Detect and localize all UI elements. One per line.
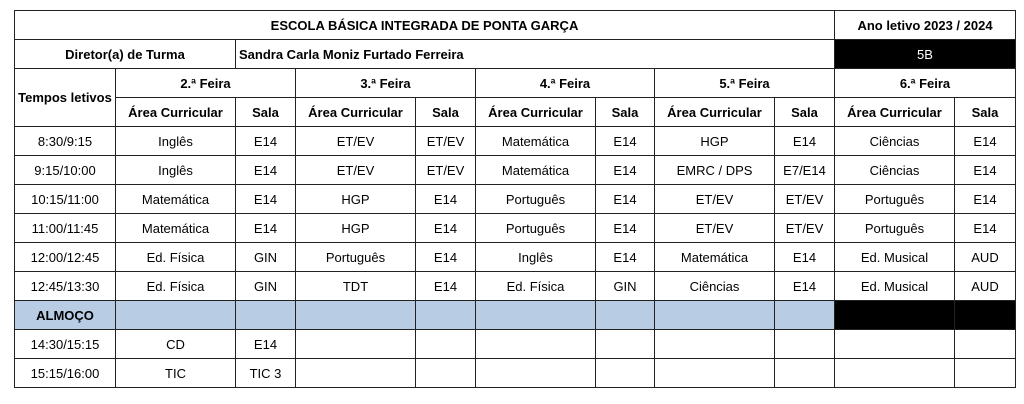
room-cell: E14: [596, 156, 655, 185]
subject-cell: [835, 359, 955, 388]
subject-header: Área Curricular: [655, 98, 775, 127]
room-cell: E14: [775, 127, 835, 156]
room-header: Sala: [416, 98, 476, 127]
timetable-row: [15, 243, 1016, 272]
subject-cell: TIC: [116, 359, 236, 388]
room-cell: [775, 301, 835, 330]
times-header: Tempos letivos: [15, 69, 116, 127]
day-header-thu: 5.ª Feira: [655, 69, 835, 98]
subject-cell: EMRC / DPS: [655, 156, 775, 185]
subject-cell: [655, 359, 775, 388]
room-cell: E14: [236, 214, 296, 243]
room-cell: E14: [236, 330, 296, 359]
subject-header: Área Curricular: [116, 98, 236, 127]
subject-cell: [296, 330, 416, 359]
room-cell: E14: [416, 243, 476, 272]
room-cell: AUD: [955, 243, 1016, 272]
room-cell: [416, 330, 476, 359]
subject-cell: Ed. Física: [116, 243, 236, 272]
subject-cell: Ed. Musical: [835, 272, 955, 301]
subject-cell: Matemática: [476, 156, 596, 185]
room-cell: ET/EV: [416, 127, 476, 156]
subject-cell: Português: [476, 214, 596, 243]
subject-cell: [835, 330, 955, 359]
room-cell: ET/EV: [416, 156, 476, 185]
lunch-row: [15, 301, 1016, 330]
subject-cell: Ciências: [835, 127, 955, 156]
room-cell: [596, 301, 655, 330]
director-label: Diretor(a) de Turma: [15, 40, 236, 69]
room-cell: [955, 330, 1016, 359]
subject-header: Área Curricular: [835, 98, 955, 127]
subject-cell: HGP: [655, 127, 775, 156]
room-cell: ET/EV: [775, 185, 835, 214]
room-cell: [236, 301, 296, 330]
director-name: Sandra Carla Moniz Furtado Ferreira: [236, 40, 835, 69]
subject-cell: [296, 359, 416, 388]
subject-cell: ET/EV: [655, 214, 775, 243]
room-cell: [596, 359, 655, 388]
room-cell: E14: [596, 243, 655, 272]
room-cell: E14: [596, 127, 655, 156]
room-cell: ET/EV: [775, 214, 835, 243]
room-cell: E14: [416, 214, 476, 243]
room-header: Sala: [236, 98, 296, 127]
subject-cell: Português: [296, 243, 416, 272]
room-cell: E14: [775, 243, 835, 272]
subject-cell: HGP: [296, 214, 416, 243]
subject-cell: Ciências: [655, 272, 775, 301]
room-cell: E14: [416, 272, 476, 301]
subject-cell: [476, 330, 596, 359]
timetable-row: [15, 214, 1016, 243]
day-header-tue: 3.ª Feira: [296, 69, 476, 98]
subject-cell: Matemática: [116, 185, 236, 214]
timetable: [14, 10, 1016, 388]
subject-cell: Matemática: [116, 214, 236, 243]
room-cell: E14: [955, 156, 1016, 185]
subject-cell: Inglês: [116, 127, 236, 156]
class-name: 5B: [835, 40, 1016, 69]
timetable-row: [15, 156, 1016, 185]
subject-header: Área Curricular: [476, 98, 596, 127]
room-cell: E7/E14: [775, 156, 835, 185]
room-cell: [955, 301, 1016, 330]
subject-cell: [476, 359, 596, 388]
subject-cell: Ed. Musical: [835, 243, 955, 272]
room-cell: E14: [236, 185, 296, 214]
room-cell: [955, 359, 1016, 388]
room-header: Sala: [955, 98, 1016, 127]
room-cell: AUD: [955, 272, 1016, 301]
timetable-row: [15, 359, 1016, 388]
room-cell: TIC 3: [236, 359, 296, 388]
day-header-wed: 4.ª Feira: [476, 69, 655, 98]
time-slot: 15:15/16:00: [15, 359, 116, 388]
subject-cell: CD: [116, 330, 236, 359]
subject-cell: ET/EV: [296, 156, 416, 185]
room-cell: E14: [596, 214, 655, 243]
room-header: Sala: [596, 98, 655, 127]
subject-cell: ET/EV: [655, 185, 775, 214]
subject-cell: ET/EV: [296, 127, 416, 156]
subject-cell: HGP: [296, 185, 416, 214]
room-cell: GIN: [236, 243, 296, 272]
room-header: Sala: [775, 98, 835, 127]
day-header-fri: 6.ª Feira: [835, 69, 1016, 98]
room-cell: E14: [955, 214, 1016, 243]
day-header-mon: 2.ª Feira: [116, 69, 296, 98]
time-slot: 11:00/11:45: [15, 214, 116, 243]
time-slot: 12:00/12:45: [15, 243, 116, 272]
subject-cell: Ed. Física: [476, 272, 596, 301]
room-cell: E14: [416, 185, 476, 214]
time-slot: 9:15/10:00: [15, 156, 116, 185]
subject-cell: [116, 301, 236, 330]
timetable-row: [15, 127, 1016, 156]
time-slot: 10:15/11:00: [15, 185, 116, 214]
subject-cell: Português: [835, 214, 955, 243]
subject-cell: [296, 301, 416, 330]
subject-header: Área Curricular: [296, 98, 416, 127]
subject-cell: Português: [835, 185, 955, 214]
time-slot: 14:30/15:15: [15, 330, 116, 359]
room-cell: [596, 330, 655, 359]
room-cell: GIN: [236, 272, 296, 301]
subject-cell: Matemática: [655, 243, 775, 272]
subject-cell: [476, 301, 596, 330]
room-cell: E14: [236, 127, 296, 156]
time-slot: 12:45/13:30: [15, 272, 116, 301]
room-cell: E14: [955, 185, 1016, 214]
subject-cell: [655, 301, 775, 330]
time-slot: ALMOÇO: [15, 301, 116, 330]
timetable-row: [15, 330, 1016, 359]
subject-cell: Matemática: [476, 127, 596, 156]
subject-cell: Ed. Física: [116, 272, 236, 301]
room-cell: E14: [596, 185, 655, 214]
room-cell: [416, 359, 476, 388]
room-cell: E14: [236, 156, 296, 185]
subject-cell: [835, 301, 955, 330]
timetable-row: [15, 272, 1016, 301]
room-cell: GIN: [596, 272, 655, 301]
room-cell: [416, 301, 476, 330]
subject-cell: Ciências: [835, 156, 955, 185]
room-cell: [775, 359, 835, 388]
school-name: ESCOLA BÁSICA INTEGRADA DE PONTA GARÇA: [15, 11, 835, 40]
timetable-row: [15, 185, 1016, 214]
school-year: Ano letivo 2023 / 2024: [835, 11, 1016, 40]
room-cell: E14: [955, 127, 1016, 156]
room-cell: [775, 330, 835, 359]
subject-cell: Inglês: [116, 156, 236, 185]
subject-cell: Inglês: [476, 243, 596, 272]
subject-cell: Português: [476, 185, 596, 214]
room-cell: E14: [775, 272, 835, 301]
subject-cell: [655, 330, 775, 359]
subject-cell: TDT: [296, 272, 416, 301]
time-slot: 8:30/9:15: [15, 127, 116, 156]
